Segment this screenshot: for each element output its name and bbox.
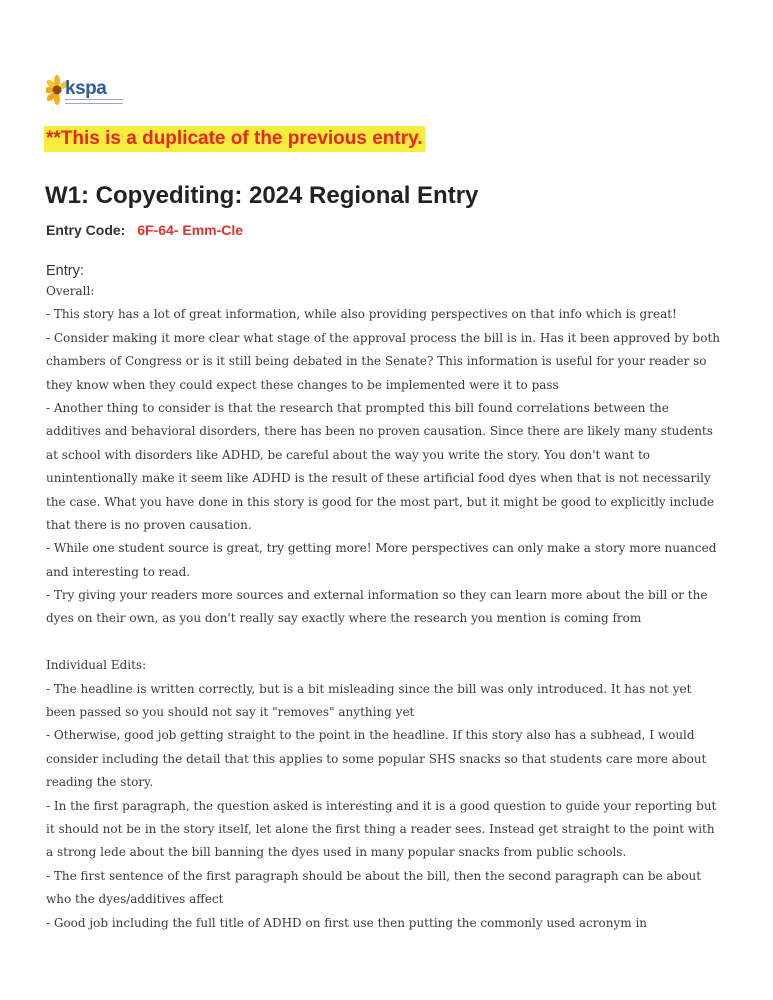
entry-line: at school with disorders like ADHD, be careful about the way you write the story. You don't want to bbox=[46, 447, 650, 462]
entry-line: a strong lede about the bill banning the dyes used in many popular snacks from public schools. bbox=[46, 845, 627, 860]
entry-line: the case. What you have done in this story is good for the most part, but it might be good to explicitly include bbox=[46, 494, 715, 509]
entry-line: additives and behavioral disorders, there has been no proven causation. Since there are likely many students bbox=[46, 424, 713, 439]
entry-line: consider including the detail that this applies to some popular SHS snacks so that students care more about bbox=[46, 751, 707, 766]
entry-line: - Consider making it more clear what stage of the approval process the bill is in. Has it been approved by both bbox=[46, 330, 720, 345]
entry-code-row bbox=[46, 221, 243, 239]
entry-line: who the dyes/additives affect bbox=[46, 892, 224, 907]
logo-wordmark: kspa bbox=[65, 78, 107, 99]
entry-line: dyes on their own, as you don't really say exactly where the research you mention is coming from bbox=[46, 611, 642, 626]
entry-line: - Otherwise, good job getting straight to the point in the headline. If this story also has a subhead, I would bbox=[46, 728, 695, 743]
entry-line: - Good job including the full title of ADHD on first use then putting the commonly used acronym in bbox=[46, 915, 648, 930]
entry-line: they know when they could expect these changes to be implemented were it to pass bbox=[46, 377, 559, 392]
page-title: W1: Copyediting: 2024 Regional Entry bbox=[45, 182, 479, 209]
entry-line: been passed so you should not say it "removes" anything yet bbox=[46, 705, 415, 720]
logo-tagline-mark bbox=[65, 99, 123, 104]
entry-line: chambers of Congress or is it still being debated in the Senate? This information is useful for your reader so bbox=[46, 354, 707, 369]
entry-line: and interesting to read. bbox=[46, 564, 191, 579]
entry-line: - In the first paragraph, the question asked is interesting and it is a good question to guide your reporting but bbox=[46, 798, 717, 813]
entry-line: Individual Edits: bbox=[46, 658, 147, 673]
entry-line: Overall: bbox=[46, 284, 95, 298]
entry-line bbox=[46, 631, 736, 654]
entry-line: - The headline is written correctly, but is a bit misleading since the bill was only introduced. It has not yet bbox=[46, 681, 692, 696]
duplicate-notice: **This is a duplicate of the previous entry. bbox=[44, 126, 425, 152]
entry-line: reading the story. bbox=[46, 775, 154, 790]
entry-line: - While one student source is great, try getting more! More perspectives can only make a story more nuanced bbox=[46, 541, 717, 556]
kspa-logo bbox=[46, 72, 126, 108]
entry-code-label: Entry Code: bbox=[46, 222, 126, 238]
entry-line: - Another thing to consider is that the research that prompted this bill found correlations between the bbox=[46, 400, 669, 415]
entry-line: it should not be in the story itself, let alone the first thing a reader sees. Instead get straight to the point with bbox=[46, 821, 715, 836]
entry-line: - The first sentence of the first paragraph should be about the bill, then the second paragraph can be about bbox=[46, 868, 702, 883]
entry-code-value: 6F-64- Emm-Cle bbox=[137, 222, 244, 238]
entry-label: Entry: bbox=[46, 263, 84, 279]
entry-line: unintentionally make it seem like ADHD is the result of these artificial food dyes when that is not necessarily bbox=[46, 471, 711, 486]
entry-line: - This story has a lot of great information, while also providing perspectives on that info which is great! bbox=[46, 307, 677, 322]
entry-body bbox=[46, 280, 736, 935]
entry-line: - Try giving your readers more sources and external information so they can learn more about the bill or the bbox=[46, 588, 708, 603]
entry-line: that there is no proven causation. bbox=[46, 517, 252, 532]
